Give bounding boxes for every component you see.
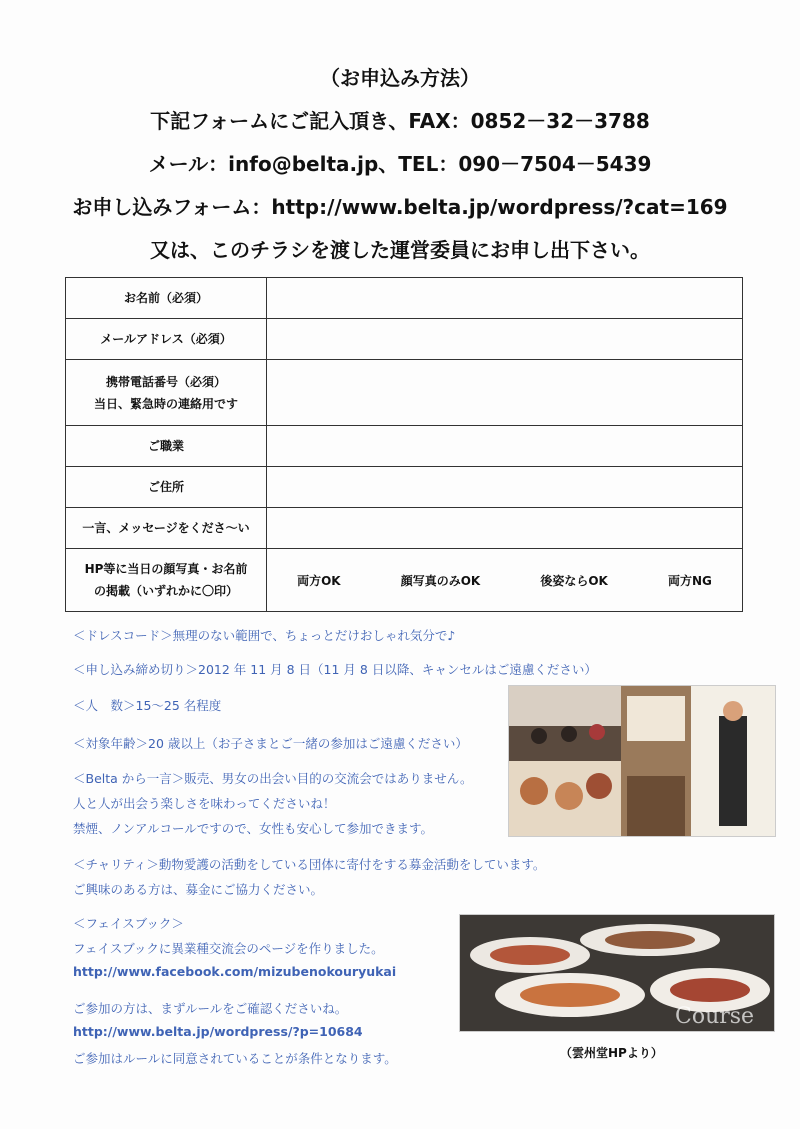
field-email[interactable] [267, 319, 743, 360]
heading-how-to-apply: （お申込み方法） [320, 66, 480, 90]
label-address: ご住所 [66, 467, 267, 508]
option-face-only-ok[interactable]: 顔写真のみOK [400, 573, 481, 588]
label-photo-consent-line2: の掲載（いずれかに〇印） [93, 584, 238, 598]
form-row-mobile [66, 360, 743, 426]
label-photo-consent-line1: HP等に当日の顔写真・お名前 [84, 562, 248, 576]
belta-message-3: 禁煙、ノンアルコールですので、女性も安心して参加できます。 [73, 821, 434, 836]
deadline: ＜申し込み締め切り＞2012 年 11 月 8 日（11 月 8 日以降、キャンセルはご遠慮ください） [73, 662, 597, 677]
target-age: ＜対象年齢＞20 歳以上（お子さまとご一緒の参加はご遠慮ください） [73, 736, 468, 751]
charity-1: ＜チャリティ＞動物愛護の活動をしている団体に寄付をする募金活動をしています。 [73, 857, 546, 872]
heading-mail-tel: メール：info@belta.jp、TEL：090－7504－5439 [148, 152, 652, 176]
field-photo-consent [267, 549, 743, 612]
form-row-photo-consent [66, 549, 743, 612]
label-photo-consent [66, 549, 267, 612]
photo-caption: （雲州堂HPより） [560, 1046, 663, 1060]
field-message[interactable] [267, 508, 743, 549]
form-row-occupation [66, 426, 743, 467]
belta-message-2: 人と人が出会う楽しさを味わってくださいね！ [73, 796, 336, 811]
label-name: お名前（必須） [66, 278, 267, 319]
event-collage-photo [508, 685, 776, 837]
application-form [65, 277, 743, 612]
dress-code: ＜ドレスコード＞無理のない範囲で、ちょっとだけおしゃれ気分で♪ [73, 628, 456, 643]
field-mobile[interactable] [267, 360, 743, 426]
rules-condition: ご参加はルールに同意されていることが条件となります。 [73, 1051, 397, 1066]
form-row-name [66, 278, 743, 319]
form-row-message [66, 508, 743, 549]
label-mobile-line1: 携帯電話番号（必須） [105, 374, 226, 389]
label-mobile-line2: 当日、緊急時の連絡用です [93, 396, 238, 411]
label-occupation: ご職業 [66, 426, 267, 467]
belta-message-1: ＜Belta から一言＞販売、男女の出会い目的の交流会ではありません。 [73, 771, 473, 786]
heading-form-url: お申し込みフォーム：http://www.belta.jp/wordpress/?cat=169 [72, 195, 728, 219]
form-row-email [66, 319, 743, 360]
field-occupation[interactable] [267, 426, 743, 467]
label-email: メールアドレス（必須） [66, 319, 267, 360]
rules-intro: ご参加の方は、まずルールをご確認くださいね。 [73, 1001, 348, 1016]
field-address[interactable] [267, 467, 743, 508]
facebook-desc: フェイスブックに異業種交流会のページを作りました。 [73, 941, 384, 956]
label-mobile [66, 360, 267, 426]
charity-2: ご興味のある方は、募金にご協力ください。 [73, 882, 324, 897]
rules-link[interactable]: http://www.belta.jp/wordpress/?p=10684 [73, 1024, 363, 1039]
label-message: 一言、メッセージをくださ～い [66, 508, 267, 549]
form-row-address [66, 467, 743, 508]
photo-watermark: Course [675, 1004, 755, 1029]
field-name[interactable] [267, 278, 743, 319]
option-back-ok[interactable]: 後姿ならOK [540, 573, 608, 588]
heading-fax: 下記フォームにご記入頂き、FAX：0852－32－3788 [150, 109, 650, 133]
heading-committee: 又は、このチラシを渡した運営委員にお申し出下さい。 [150, 238, 650, 262]
food-platter-graphic [460, 915, 774, 1031]
option-both-ok[interactable]: 両方OK [297, 573, 341, 588]
people-count: ＜人 数＞15～25 名程度 [73, 698, 222, 713]
facebook-heading: ＜フェイスブック＞ [73, 916, 184, 931]
option-both-ng[interactable]: 両方NG [667, 573, 712, 588]
facebook-link[interactable]: http://www.facebook.com/mizubenokouryukai [73, 964, 397, 979]
event-collage-graphic [509, 686, 775, 836]
food-platter-photo [459, 914, 775, 1032]
